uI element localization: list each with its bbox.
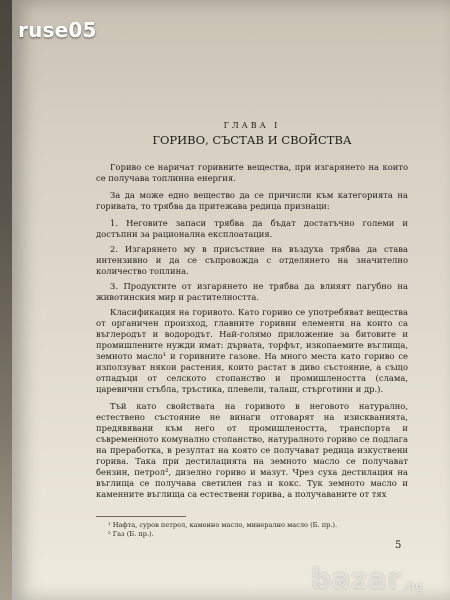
- paragraph-intro-2: За да може едно вещество да се причисли към категорията на горивата, то трябва да притежава редица признаци:: [96, 190, 408, 211]
- paragraph-classification: Класификация на горивото. Като гориво се употребяват вещества от органичен произход, главните горивни елементи на които са въглеродът и водородът. Най-голямо приложение за битовите и промишлените нужди имат: дървата, торфът, изкопаемите въглища, земното масло¹ и горивните газове. На много места като гориво се използуват някои растения, които растат в диво състояние, а също отпадъци от селското стопанство и промишлеността (слама, царевични стъбла, тръстика, плевели, талаш, стърготини и др.).: [96, 307, 408, 394]
- footnote-2: ² Газ (Б. пр.).: [108, 530, 154, 538]
- list-item: 2. Изгарянето му в присъствие на въздуха трябва да става интензивно и да се съпровожда с отделянето на значително количество топлина.: [96, 244, 408, 276]
- footnote-1: ¹ Нафта, суров петрол, каменно масло, минерално масло (Б. пр.).: [108, 521, 338, 529]
- chapter-title: ГОРИВО, СЪСТАВ И СВОЙСТВА: [152, 133, 352, 147]
- page-content: [96, 120, 408, 506]
- bazar-domain: .bg: [403, 580, 424, 592]
- list-item: 3. Продуктите от изгарянето не трябва да влияят пагубно на животинския мир и растителността.: [96, 281, 408, 302]
- footnotes: [96, 521, 408, 539]
- paragraph-properties: Тъй като свойствата на горивото в неговото натурално, естествено състояние не винаги отговарят на изискванията, предявявани към него от промишлеността, транспорта и съвременното комунално стопанство, натуралното гориво се подлага на преработка, в резултат на която се получават редица изкуствени горива. Така при дестилацията на земното масло се получават бензин, петрол², дизелно гориво и мазут. Чрез суха дестилация на въглища се получава светилен газ и кокс. Тук земното масло и каменните въглища са естествени горива, а получаваните от тях: [96, 401, 408, 499]
- criteria-list: [96, 218, 408, 303]
- paragraph-intro-1: Гориво се наричат горивните вещества, при изгарянето на които се получава топлинна енергия.: [96, 162, 408, 183]
- list-item: 1. Неговите запаси трябва да бъдат достатъчно големи и достъпни за рационална експлоатация.: [96, 218, 408, 239]
- seller-watermark: ruse05: [18, 18, 97, 42]
- footnote-divider: [96, 516, 186, 517]
- chapter-heading: ГЛАВА I: [223, 121, 281, 130]
- bazar-watermark: [292, 560, 442, 596]
- bazar-brand: bazar: [310, 561, 402, 595]
- page-number: 5: [395, 540, 402, 551]
